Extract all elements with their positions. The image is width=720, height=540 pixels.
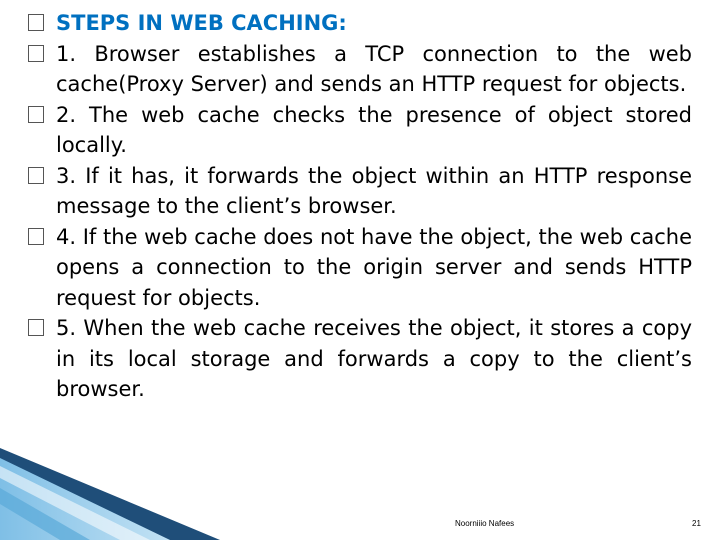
step-item-3: [28, 161, 692, 222]
corner-decoration: [0, 448, 220, 540]
bullet-box-icon: [28, 319, 44, 336]
bullet-box-icon: [28, 167, 44, 184]
slide-content: [28, 8, 692, 405]
step-text: 1. Browser establishes a TCP connection to the web cache(Proxy Server) and sends an HTTP request for objects.: [56, 41, 692, 96]
step-item-5: [28, 313, 692, 405]
footer-author: Noorniiio Nafees: [455, 519, 515, 528]
step-text: 2. The web cache checks the presence of object stored locally.: [56, 102, 692, 157]
step-text: 3. If it has, it forwards the object within an HTTP response message to the client’s browser.: [56, 163, 692, 218]
step-item-4: [28, 222, 692, 314]
step-text: 4. If the web cache does not have the object, the web cache opens a connection to the origin server and sends HTTP request for objects.: [56, 224, 692, 310]
bullet-box-icon: [28, 228, 44, 245]
bullet-box-icon: [28, 14, 44, 31]
slide-heading: STEPS IN WEB CACHING:: [56, 11, 347, 35]
step-text: 5. When the web cache receives the object, it stores a copy in its local storage and forwards a copy to the client’s browser.: [56, 316, 692, 401]
bullet-box-icon: [28, 45, 44, 62]
step-item-1: [28, 39, 692, 100]
bullet-box-icon: [28, 106, 44, 123]
heading-item: [28, 8, 692, 39]
page-number: 21: [692, 519, 701, 528]
step-item-2: [28, 100, 692, 161]
